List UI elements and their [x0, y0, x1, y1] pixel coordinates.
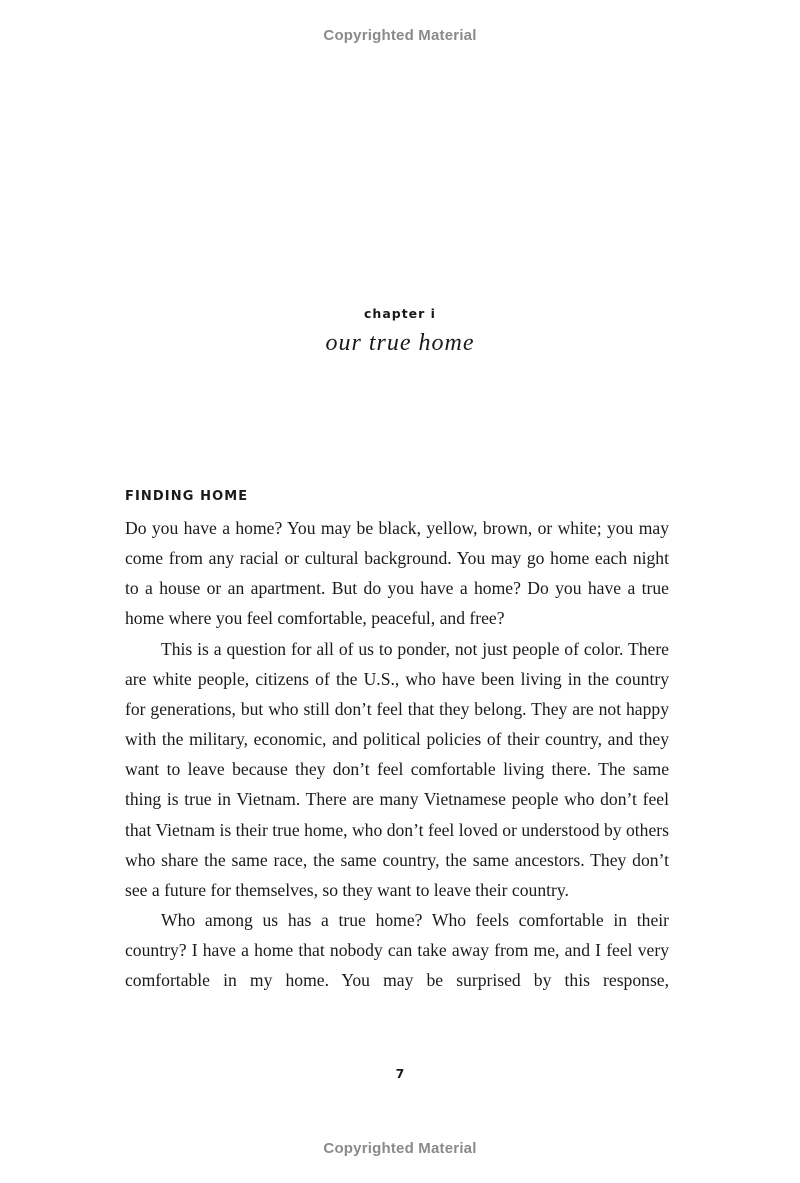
- body-text: [125, 513, 669, 996]
- section-heading: FINDING HOME: [125, 489, 249, 504]
- page-number: 7: [395, 1066, 405, 1081]
- copyright-watermark-top: Copyrighted Material: [323, 27, 477, 44]
- paragraph-3: Who among us has a true home? Who feels comfortable in their country? I have a home that nobody can take away from me, and I feel very comfortable in my home. You may be surprised by this response,: [125, 910, 669, 991]
- chapter-title: our true home: [325, 330, 475, 356]
- paragraph-2: This is a question for all of us to ponder, not just people of color. There are white people, citizens of the U.S., who have been living in the country for generations, but who still don’t feel that they belong. They are not happy with the military, economic, and political policies of their country, and they want to leave because they don’t feel comfortable living there. The same thing is true in Vietnam. There are many Vietnamese people who don’t feel that Vietnam is their true home, who don’t feel loved or understood by others who share the same race, the same country, the same ancestors. They don’t see a future for themselves, so they want to leave their country.: [125, 638, 669, 900]
- paragraph-1: Do you have a home? You may be black, yellow, brown, or white; you may come from any racial or cultural background. You may go home each night to a house or an apartment. But do you have a home? Do you have a true home where you feel comfortable, peaceful, and free?: [125, 518, 669, 629]
- chapter-label: chapter i: [364, 306, 436, 321]
- copyright-watermark-bottom: Copyrighted Material: [323, 1140, 477, 1157]
